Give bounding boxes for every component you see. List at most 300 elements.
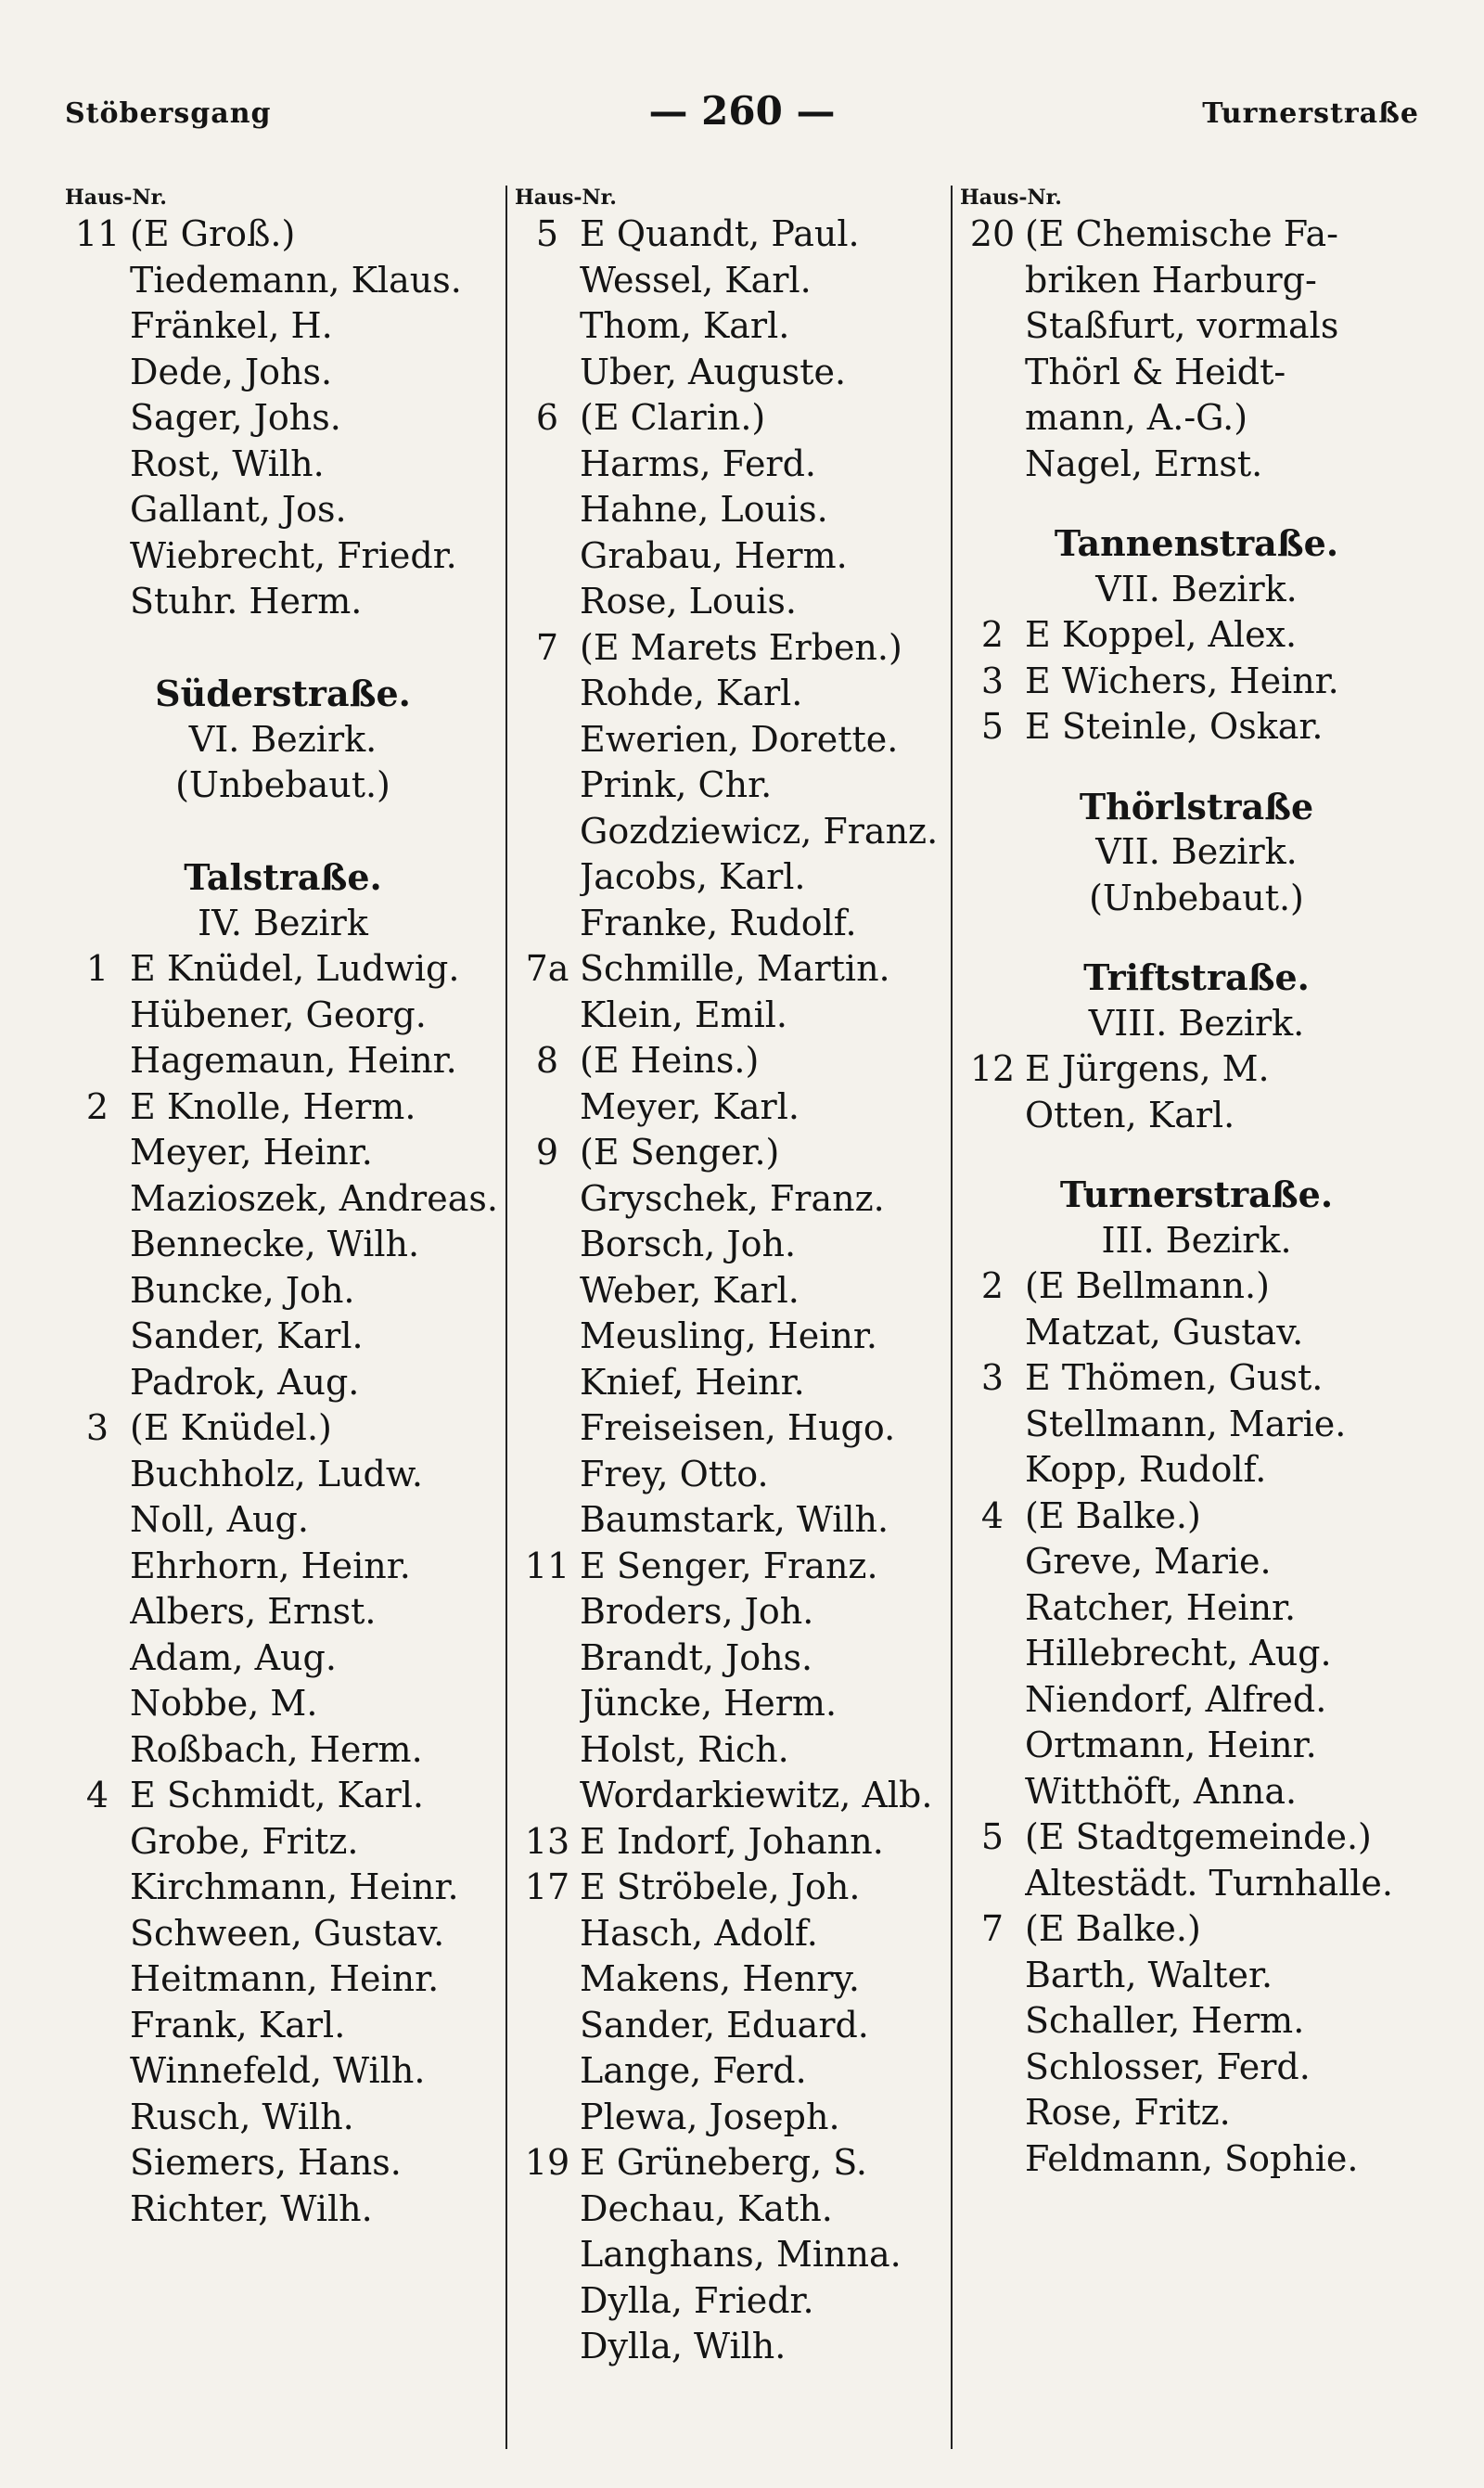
house-number xyxy=(960,1861,1025,1907)
house-number xyxy=(960,1447,1025,1494)
spacer xyxy=(960,921,1433,955)
house-number xyxy=(515,1452,580,1498)
house-number: 4 xyxy=(85,1775,109,1815)
house-number xyxy=(960,1677,1025,1724)
resident-name: Thörl & Heidt- xyxy=(1025,351,1286,392)
district-label: III. Bezirk. xyxy=(1101,1219,1292,1261)
house-number xyxy=(65,1727,130,1774)
resident-name: Otten, Karl. xyxy=(1025,1094,1235,1135)
list-item xyxy=(515,671,960,717)
street-heading: Turnerstraße. xyxy=(1059,1173,1334,1215)
list-item xyxy=(960,1494,1433,1540)
list-item xyxy=(515,717,960,763)
house-number xyxy=(960,1585,1025,1632)
list-item xyxy=(65,1452,501,1498)
street-heading: Triftstraße. xyxy=(1083,956,1310,998)
resident-name: Siemers, Hans. xyxy=(130,2142,402,2183)
house-number xyxy=(515,809,580,855)
page-number: — 260 — xyxy=(648,88,836,134)
list-item xyxy=(515,212,960,258)
house-number xyxy=(515,1911,580,1957)
house-number: 17 xyxy=(524,1866,570,1907)
house-number: 4 xyxy=(980,1494,1004,1536)
list-item xyxy=(65,1819,501,1866)
resident-name: Jacobs, Karl. xyxy=(580,856,806,897)
resident-name: Nobbe, M. xyxy=(130,1683,318,1724)
house-number xyxy=(960,1402,1025,1448)
list-item xyxy=(515,1360,960,1406)
resident-name: (E Heins.) xyxy=(580,1040,760,1081)
resident-name: Lange, Ferd. xyxy=(580,2050,807,2091)
house-number xyxy=(65,993,130,1039)
resident-name: Noll, Aug. xyxy=(130,1499,309,1540)
list-item xyxy=(960,2045,1433,2091)
house-number xyxy=(960,1769,1025,1815)
house-number xyxy=(515,717,580,763)
resident-name: E Schmidt, Karl. xyxy=(130,1775,424,1815)
house-number xyxy=(515,1497,580,1544)
house-number: 5 xyxy=(980,1816,1004,1857)
resident-name: Ratcher, Heinr. xyxy=(1025,1586,1297,1628)
list-item xyxy=(960,1861,1433,1907)
list-item xyxy=(515,901,960,947)
resident-name: E Koppel, Alex. xyxy=(1025,614,1298,655)
list-item xyxy=(515,2048,960,2095)
resident-name: Wordarkiewitz, Alb. xyxy=(580,1775,933,1815)
house-number xyxy=(960,1723,1025,1769)
resident-name: Grobe, Fritz. xyxy=(130,1820,359,1862)
resident-name: E Grüneberg, S. xyxy=(580,2142,867,2183)
list-item xyxy=(960,1355,1433,1402)
list-item xyxy=(515,1314,960,1360)
house-number xyxy=(65,1544,130,1590)
list-item xyxy=(960,1046,1433,1093)
house-number xyxy=(515,901,580,947)
list-item xyxy=(65,2048,501,2095)
house-number xyxy=(515,1084,580,1131)
column-2 xyxy=(505,186,960,2449)
house-number xyxy=(65,1452,130,1498)
resident-name: (E Groß.) xyxy=(130,213,296,254)
resident-name: Sager, Johs. xyxy=(130,397,341,438)
district-label: VII. Bezirk. xyxy=(1095,568,1298,609)
house-number xyxy=(515,487,580,533)
house-number xyxy=(65,487,130,533)
list-item xyxy=(515,809,960,855)
house-number xyxy=(515,350,580,396)
house-number: 5 xyxy=(535,213,559,254)
list-item xyxy=(65,442,501,488)
list-item xyxy=(65,1222,501,1268)
house-number xyxy=(65,1865,130,1911)
house-number xyxy=(515,1268,580,1315)
list-item xyxy=(65,1314,501,1360)
list-item xyxy=(960,704,1433,750)
house-number xyxy=(515,2324,580,2370)
house-number xyxy=(515,2003,580,2049)
house-number xyxy=(65,258,130,304)
list-item xyxy=(515,533,960,580)
resident-name: Franke, Rudolf. xyxy=(580,902,857,943)
house-number xyxy=(515,1773,580,1819)
resident-name: Holst, Rich. xyxy=(580,1728,789,1770)
list-item xyxy=(65,579,501,625)
resident-name: Stellmann, Marie. xyxy=(1025,1403,1347,1444)
list-item xyxy=(65,212,501,258)
district-label: VIII. Bezirk. xyxy=(1088,1002,1305,1044)
house-number: 11 xyxy=(74,213,121,254)
list-item xyxy=(960,212,1433,258)
house-number xyxy=(65,1268,130,1315)
list-item xyxy=(515,1497,960,1544)
resident-name: mann, A.-G.) xyxy=(1025,397,1248,438)
resident-name: Rohde, Karl. xyxy=(580,673,803,713)
list-item xyxy=(65,303,501,350)
resident-name: Roßbach, Herm. xyxy=(130,1728,423,1770)
house-number xyxy=(65,1911,130,1957)
resident-name: Meusling, Heinr. xyxy=(580,1315,877,1356)
house-number xyxy=(960,2136,1025,2183)
resident-name: E Knolle, Herm. xyxy=(130,1085,416,1127)
house-number xyxy=(65,1314,130,1360)
house-number: 3 xyxy=(980,660,1004,701)
house-number xyxy=(65,395,130,442)
list-item xyxy=(65,1956,501,2003)
house-number xyxy=(65,2048,130,2095)
list-item xyxy=(65,2003,501,2049)
house-number-label: Haus-Nr. xyxy=(515,186,617,210)
list-item xyxy=(65,1038,501,1084)
header-left-street: Stöbersgang xyxy=(65,97,272,130)
list-item xyxy=(515,763,960,809)
house-number xyxy=(65,1038,130,1084)
resident-name: (E Balke.) xyxy=(1025,1908,1201,1949)
resident-name: Kirchmann, Heinr. xyxy=(130,1866,459,1907)
resident-name: E Thömen, Gust. xyxy=(1025,1357,1324,1398)
resident-name: Uber, Auguste. xyxy=(580,351,847,392)
house-number xyxy=(65,1819,130,1866)
list-item xyxy=(960,350,1433,396)
house-number: 5 xyxy=(980,706,1004,747)
house-number xyxy=(65,1360,130,1406)
list-item xyxy=(65,1405,501,1452)
resident-name: Harms, Ferd. xyxy=(580,442,816,484)
resident-name: briken Harburg- xyxy=(1025,259,1317,301)
list-item xyxy=(65,1865,501,1911)
resident-name: E Knüdel, Ludwig. xyxy=(130,948,460,989)
resident-name: Ehrhorn, Heinr. xyxy=(130,1545,411,1586)
resident-name: E Senger, Franz. xyxy=(580,1545,878,1586)
resident-name: Hahne, Louis. xyxy=(580,489,828,530)
house-number xyxy=(960,258,1025,304)
resident-name: Staßfurt, vormals xyxy=(1025,305,1339,346)
house-number xyxy=(515,1222,580,1268)
house-number xyxy=(515,1176,580,1223)
list-item xyxy=(515,2003,960,2049)
list-item xyxy=(515,1452,960,1498)
list-item xyxy=(65,533,501,580)
spacer xyxy=(65,809,501,855)
resident-name: (E Clarin.) xyxy=(580,397,766,438)
house-number xyxy=(65,1222,130,1268)
house-number: 3 xyxy=(980,1357,1004,1398)
list-item xyxy=(515,1222,960,1268)
resident-name: Altestädt. Turnhalle. xyxy=(1025,1862,1393,1904)
list-item xyxy=(515,1635,960,1682)
list-item xyxy=(65,350,501,396)
list-item xyxy=(515,1176,960,1223)
resident-name: Broders, Joh. xyxy=(580,1591,814,1632)
resident-name: Hillebrecht, Aug. xyxy=(1025,1633,1332,1674)
list-item xyxy=(65,946,501,993)
resident-name: Schween, Gustav. xyxy=(130,1912,445,1954)
list-item xyxy=(515,2278,960,2325)
list-item xyxy=(515,854,960,901)
house-number xyxy=(515,303,580,350)
house-number xyxy=(960,1310,1025,1356)
resident-name: (E Knüdel.) xyxy=(130,1407,332,1448)
house-number xyxy=(515,533,580,580)
district-label: VI. Bezirk. xyxy=(188,718,377,760)
list-item xyxy=(515,350,960,396)
list-item xyxy=(515,2140,960,2187)
house-number xyxy=(65,442,130,488)
list-item xyxy=(960,1723,1433,1769)
resident-name: Sander, Eduard. xyxy=(580,2004,869,2046)
resident-name: Prink, Chr. xyxy=(580,764,773,805)
resident-name: Gallant, Jos. xyxy=(130,489,347,530)
house-number xyxy=(960,1539,1025,1585)
resident-name: Makens, Henry. xyxy=(580,1958,860,1999)
resident-name: Adam, Aug. xyxy=(130,1636,337,1678)
list-item xyxy=(515,1268,960,1315)
list-item xyxy=(515,1865,960,1911)
house-number: 13 xyxy=(524,1820,570,1862)
house-number xyxy=(960,1953,1025,1999)
resident-name: Winnefeld, Wilh. xyxy=(130,2050,426,2091)
house-number xyxy=(960,1631,1025,1677)
resident-name: Gryschek, Franz. xyxy=(580,1177,885,1219)
house-number xyxy=(515,854,580,901)
resident-name: Bennecke, Wilh. xyxy=(130,1224,420,1264)
list-item xyxy=(960,1631,1433,1677)
house-number: 11 xyxy=(524,1545,570,1586)
list-item xyxy=(65,2187,501,2233)
resident-name: Jüncke, Herm. xyxy=(580,1683,838,1724)
resident-name: Niendorf, Alfred. xyxy=(1025,1678,1327,1720)
resident-name: E Quandt, Paul. xyxy=(580,213,860,254)
house-number xyxy=(65,533,130,580)
house-number xyxy=(515,763,580,809)
list-item xyxy=(960,303,1433,350)
list-item xyxy=(960,1310,1433,1356)
resident-name: Hübener, Georg. xyxy=(130,994,427,1035)
resident-name: Borsch, Joh. xyxy=(580,1224,797,1264)
list-item xyxy=(960,1677,1433,1724)
list-item xyxy=(960,612,1433,659)
house-number xyxy=(515,1956,580,2003)
house-number xyxy=(515,1405,580,1452)
house-number xyxy=(515,1681,580,1727)
list-item xyxy=(515,1589,960,1635)
house-number xyxy=(960,350,1025,396)
resident-name: Schaller, Herm. xyxy=(1025,2000,1305,2041)
resident-name: Meyer, Heinr. xyxy=(130,1132,373,1173)
house-number: 9 xyxy=(535,1132,559,1173)
list-item xyxy=(65,395,501,442)
house-number xyxy=(65,2187,130,2233)
list-item xyxy=(515,1130,960,1176)
street-heading: Tannenstraße. xyxy=(1054,522,1339,564)
house-number xyxy=(65,1130,130,1176)
house-number xyxy=(515,579,580,625)
house-number: 2 xyxy=(980,1265,1004,1306)
list-item xyxy=(960,1539,1433,1585)
resident-name: Meyer, Karl. xyxy=(580,1085,800,1127)
list-item xyxy=(65,1635,501,1682)
house-number xyxy=(960,1998,1025,2045)
resident-name: Nagel, Ernst. xyxy=(1025,442,1263,484)
resident-name: Knief, Heinr. xyxy=(580,1361,805,1403)
list-item xyxy=(65,258,501,304)
house-number xyxy=(515,258,580,304)
house-number xyxy=(515,2187,580,2233)
list-item xyxy=(65,1360,501,1406)
list-item xyxy=(960,442,1433,488)
house-number xyxy=(515,2232,580,2278)
resident-name: Barth, Walter. xyxy=(1025,1954,1273,1995)
resident-name: Ortmann, Heinr. xyxy=(1025,1725,1317,1765)
resident-name: Wessel, Karl. xyxy=(580,259,812,301)
list-item xyxy=(515,1405,960,1452)
list-item xyxy=(515,1681,960,1727)
house-number xyxy=(65,1589,130,1635)
spacer xyxy=(960,1138,1433,1172)
resident-name: Dede, Johs. xyxy=(130,351,333,392)
list-item xyxy=(515,579,960,625)
list-item xyxy=(65,1727,501,1774)
list-item xyxy=(515,1544,960,1590)
list-item xyxy=(515,1819,960,1866)
resident-name: Brandt, Johs. xyxy=(580,1636,813,1678)
resident-name: Buchholz, Ludw. xyxy=(130,1453,423,1494)
street-heading: Thörlstraße xyxy=(1079,785,1314,827)
list-item xyxy=(65,993,501,1039)
house-number xyxy=(515,1360,580,1406)
house-number: 8 xyxy=(535,1040,559,1081)
resident-name: (E Stadtgemeinde.) xyxy=(1025,1816,1372,1857)
house-number xyxy=(960,2090,1025,2136)
list-item xyxy=(515,1084,960,1131)
list-item xyxy=(515,303,960,350)
resident-name: Matzat, Gustav. xyxy=(1025,1311,1304,1353)
house-number xyxy=(65,579,130,625)
house-number: 19 xyxy=(524,2142,570,2183)
house-number xyxy=(960,442,1025,488)
resident-name: E Steinle, Oskar. xyxy=(1025,706,1324,747)
resident-name: Feldmann, Sophie. xyxy=(1025,2137,1359,2179)
resident-name: Dechau, Kath. xyxy=(580,2187,833,2229)
house-number xyxy=(960,303,1025,350)
list-item xyxy=(65,1176,501,1223)
resident-name: Hagemaun, Heinr. xyxy=(130,1040,457,1081)
column-3 xyxy=(951,186,1433,2449)
resident-name: (E Marets Erben.) xyxy=(580,626,902,668)
list-item xyxy=(960,1447,1433,1494)
spacer xyxy=(960,487,1433,520)
house-number xyxy=(65,1497,130,1544)
house-number xyxy=(515,1635,580,1682)
list-item xyxy=(515,442,960,488)
house-number: 6 xyxy=(535,397,559,438)
list-item xyxy=(515,1956,960,2003)
resident-name: Wiebrecht, Friedr. xyxy=(130,534,457,576)
list-item xyxy=(515,258,960,304)
house-number: 7 xyxy=(980,1908,1004,1949)
list-item xyxy=(515,1038,960,1084)
resident-name: Fränkel, H. xyxy=(130,305,333,346)
resident-name: Dylla, Wilh. xyxy=(580,2326,787,2366)
resident-name: Padrok, Aug. xyxy=(130,1361,360,1403)
resident-name: Witthöft, Anna. xyxy=(1025,1770,1298,1812)
house-number xyxy=(515,993,580,1039)
list-item xyxy=(960,1953,1433,1999)
house-number xyxy=(65,1176,130,1223)
column-1 xyxy=(65,186,501,2449)
house-number-label: Haus-Nr. xyxy=(960,186,1062,210)
list-item xyxy=(65,487,501,533)
house-number xyxy=(515,1314,580,1360)
list-item xyxy=(65,1084,501,1131)
district-label: IV. Bezirk xyxy=(198,902,368,943)
list-item xyxy=(515,946,960,993)
resident-name: Frey, Otto. xyxy=(580,1453,769,1494)
house-number xyxy=(65,2140,130,2187)
note-text: (Unbebaut.) xyxy=(1089,877,1304,918)
list-item xyxy=(65,2140,501,2187)
house-number xyxy=(515,2278,580,2325)
resident-name: E Jürgens, M. xyxy=(1025,1048,1270,1089)
resident-name: Frank, Karl. xyxy=(130,2004,346,2046)
house-number xyxy=(65,2095,130,2141)
list-item xyxy=(515,2324,960,2370)
list-item xyxy=(515,2187,960,2233)
house-number xyxy=(515,1589,580,1635)
resident-name: Rose, Fritz. xyxy=(1025,2092,1231,2133)
resident-name: Mazioszek, Andreas. xyxy=(130,1177,498,1219)
resident-name: Sander, Karl. xyxy=(130,1315,364,1356)
district-label: VII. Bezirk. xyxy=(1095,831,1298,872)
resident-name: Langhans, Minna. xyxy=(580,2234,902,2275)
house-number: 2 xyxy=(980,614,1004,655)
house-number: 7 xyxy=(535,626,559,668)
resident-name: Hasch, Adolf. xyxy=(580,1912,818,1954)
house-number xyxy=(960,395,1025,442)
list-item xyxy=(515,487,960,533)
list-item xyxy=(515,625,960,672)
house-number xyxy=(960,2045,1025,2091)
house-number xyxy=(515,2048,580,2095)
resident-name: (E Senger.) xyxy=(580,1132,780,1173)
resident-name: Rusch, Wilh. xyxy=(130,2096,354,2137)
page-header xyxy=(65,88,1419,144)
resident-name: (E Bellmann.) xyxy=(1025,1265,1270,1306)
house-number: 20 xyxy=(969,213,1016,254)
resident-name: Baumstark, Wilh. xyxy=(580,1499,889,1540)
resident-name: Thom, Karl. xyxy=(580,305,790,346)
house-number xyxy=(65,1635,130,1682)
list-item xyxy=(960,2136,1433,2183)
